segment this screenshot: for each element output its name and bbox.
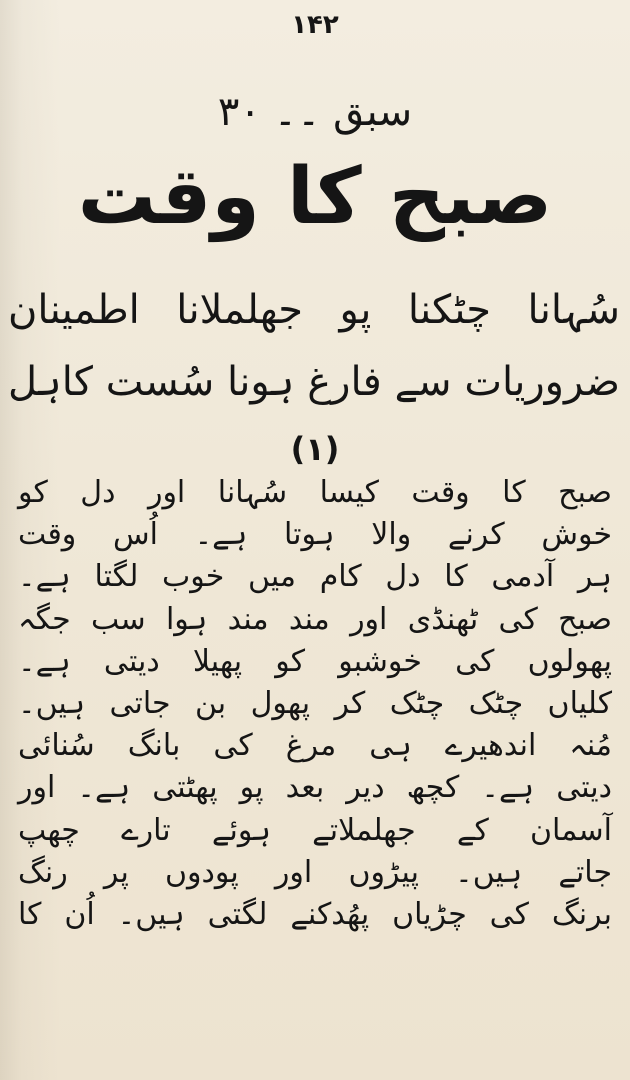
- body-paragraph: [18, 475, 612, 942]
- text-line: آسمان کے جھلملاتے ہوئے تارے چھپ: [18, 812, 612, 848]
- text-line: کلیاں چٹک چٹک کر پھول بن جاتی ہیں۔: [18, 685, 612, 721]
- lesson-label: سبق ۔۔ ۳۰: [217, 89, 413, 135]
- section-number: (۱): [290, 430, 340, 468]
- page-number: ۱۴۲: [291, 10, 339, 40]
- text-line: جاتے ہیں۔ پیڑوں اور پودوں پر رنگ: [18, 854, 612, 890]
- text-line: مُنہ اندھیرے ہی مرغ کی بانگ سُنائی: [18, 728, 612, 764]
- text-line: صبح کا وقت کیسا سُہانا اور دل کو: [18, 475, 612, 510]
- text-line: ہر آدمی کا دل کام میں خوب لگتا ہے۔: [18, 559, 612, 595]
- lesson-title: صبح کا وقت: [77, 152, 553, 242]
- text-line: صبح کی ٹھنڈی اور مند مند ہوا سب جگہ: [18, 601, 612, 637]
- text-line: پھولوں کی خوشبو کو پھیلا دیتی ہے۔: [18, 643, 612, 679]
- text-line: خوش کرنے والا ہوتا ہے۔ اُس وقت: [18, 517, 612, 553]
- text-line: دیتی ہے۔ کچھ دیر بعد پو پھٹتی ہے۔ اور: [18, 770, 612, 806]
- vocabulary-line: سُہانا چٹکنا پو جھلملانا اطمینان: [8, 287, 620, 333]
- vocabulary-line: ضروریات سے فارغ ہونا سُست کاہل: [8, 359, 620, 405]
- vocabulary-list: [8, 287, 620, 434]
- text-line: برنگ کی چڑیاں پھُدکنے لگتی ہیں۔ اُن کا: [18, 896, 612, 932]
